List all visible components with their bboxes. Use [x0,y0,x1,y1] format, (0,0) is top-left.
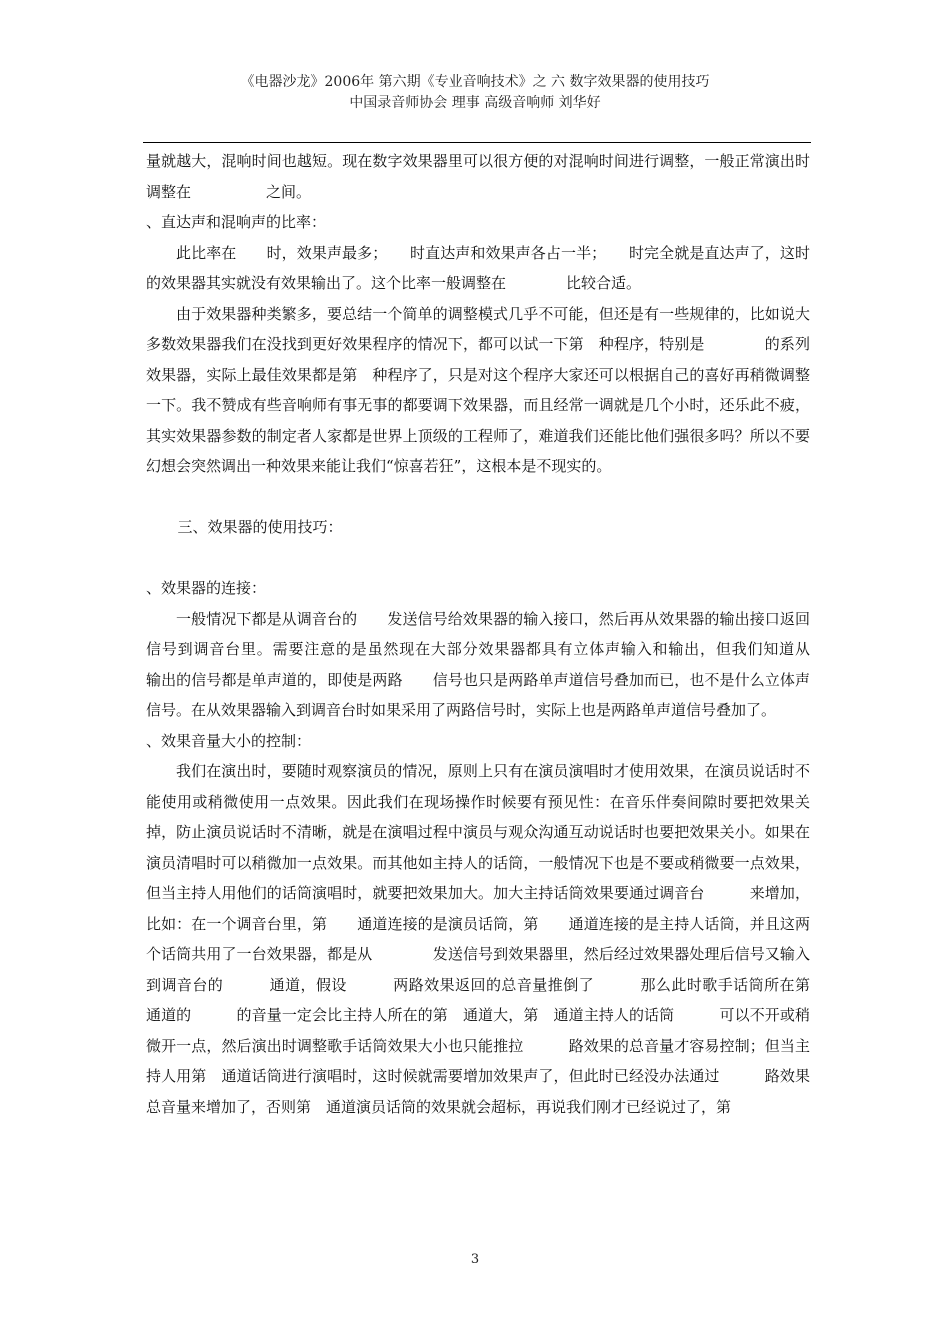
paragraph-volume-control: 我们在演出时，要随时观察演员的情况，原则上只有在演员演唱时才使用效果，在演员说话时不能使用或稍微使用一点效果。因此我们在现场操作时候要有预见性：在音乐伴奏间隙时要把效果关掉，防止演员说话时不清晰，就是在演唱过程中演员与观众沟通互动说话时也要把效果关小。如果在演员清唱时可以稍微加一点效果。而其他如主持人的话筒，一般情况下也是不要或稍微要一点效果，但当主持人用他们的话筒演唱时，就要把效果加大。加大主持话筒效果要通过调音台 来增加，比如：在一个调音台里，第 通道连接的是演员话筒，第 通道连接的是主持人话筒，并且这两个话筒共用了一台效果器，都是从 发送信号到效果器里，然后经过效果器处理后信号又输入到调音台的 通道，假设 两路效果返回的总音量推倒了 那么此时歌手话筒所在第 通道的 的音量一定会比主持人所在的第 通道大，第 通道主持人的话筒 可以不开或稍微开一点，然后演出时调整歌手话筒效果大小也只能推拉 路效果的总音量才容易控制；但当主持人用第 通道话筒进行演唱时，这时候就需要增加效果声了，但此时已经没办法通过 路效果总音量来增加了，否则第 通道演员话筒的效果就会超标，再说我们刚才已经说过了，第 [146,762,826,1116]
header-rule [143,142,811,143]
subheading-direct-reverb-ratio: 、直达声和混响声的比率： [146,213,327,231]
spacer [146,543,810,574]
subheading-volume-control: 、效果音量大小的控制： [146,731,312,750]
header-title: 《电器沙龙》2006年 第六期《专业音响技术》之 六 数字效果器的使用技巧 [240,74,710,90]
subheading-connection: 、效果器的连接： [146,579,267,597]
page-number: 3 [470,1252,480,1267]
paragraph-reverb-time: 量就越大，混响时间也越短。现在数字效果器里可以很方便的对混响时间进行调整，一般正常演出时调整在 之间。 [146,152,810,201]
spacer [146,482,810,513]
paragraph-connection: 一般情况下都是从调音台的 发送信号给效果器的输入接口，然后再从效果器的输出接口返回信号到调音台里。需要注意的是虽然现在大部分效果器都具有立体声输入和输出，但我们知道从 输出的信号都是单声道的，即使是两路 信号也只是两路单声道信号叠加而已，也不是什么立体声信号。在从效果器输入到调音台时如果采用了两路信号时，实际上也是两路单声道信号叠加了。 [146,609,841,719]
paragraph-adjustment-tips: 由于效果器种类繁多，要总结一个简单的调整模式几乎不可能，但还是有一些规律的，比如说大多数效果器我们在没找到更好效果程序的情况下，都可以试一下第 种程序，特别是 的系列效果器，实际上最佳效果都是第 种程序了，只是对这个程序大家还可以根据自己的喜好再稍微调整一下。我不赞成有些音响师有事无事的都要调下效果器，而且经常一调就是几个小时，还乐此不疲，其实效果器参数的制定者人家都是世界上顶级的工程师了，难道我们还能比他们强很多吗？所以不要幻想会突然调出一种效果来能让我们“惊喜若狂”，这根本是不现实的。 [146,304,810,475]
body-text [146,146,841,1122]
header-author: 中国录音师协会 理事 高级音响师 刘华好 [349,95,601,111]
section-heading-usage-tips: 三、效果器的使用技巧： [177,518,343,536]
paragraph-ratio: 此比率在 时，效果声最多； 时直达声和效果声各占一半； 时完全就是直达声了，这时的效果器其实就没有效果输出了。这个比率一般调整在 比较合适。 [146,243,810,292]
